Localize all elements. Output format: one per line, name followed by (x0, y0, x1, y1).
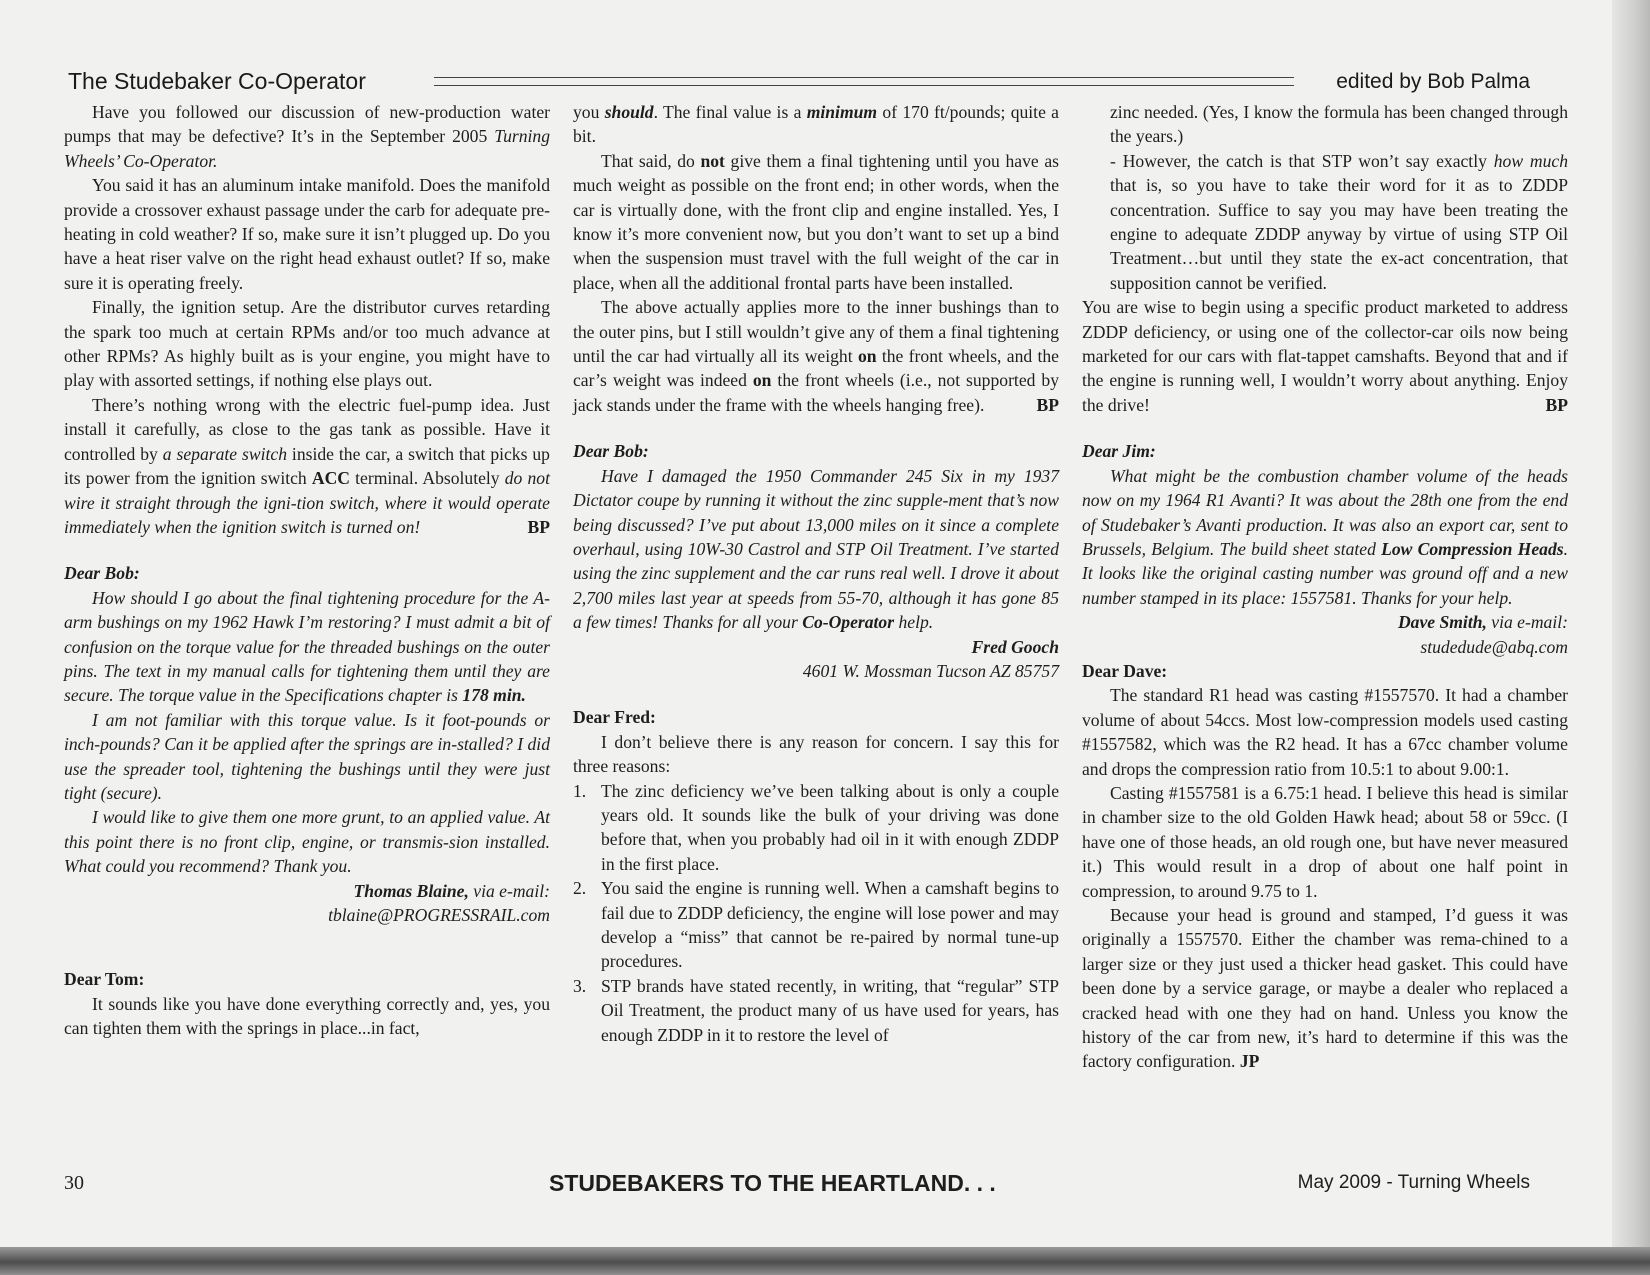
list-item: 2. You said the engine is running well. When a camshaft begins to fail due to ZDDP deficiency, the engine will lose power and may develop a “miss” that cannot be re-paired by normal tune-up procedures. (573, 878, 1059, 972)
column-title: The Studebaker Co-Operator (68, 68, 366, 94)
letter-address: 4601 W. Mossman Tucson AZ 85757 (802, 660, 1059, 681)
letter-signature: Fred Gooch (971, 636, 1059, 657)
column-2 (573, 100, 1059, 1047)
paragraph: That said, do not give them a final tightening until you have as much weight as possible on the front end; in other words, when the car is virtually done, with the front clip and engine installed. Yes, I know it’s more convenient now, but you don’t want to set up a bind when the suspension must travel with the full weight of the car in place, when all the additional frontal parts have been installed. (573, 150, 1059, 293)
salutation: Dear Bob: (64, 563, 140, 584)
paragraph: Have you followed our discussion of new-production water pumps that may be defective? It’s in the September 2005 Turning Wheels’ Co-Operator. (64, 102, 550, 171)
footer-banner: STUDEBAKERS TO THE HEARTLAND. . . (549, 1170, 996, 1196)
letter-paragraph: Have I damaged the 1950 Commander 245 Six in my 1937 Dictator coupe by running it without the zinc supple-ment that’s now being discussed? I’ve put about 13,000 miles on it since a complete overhaul, using 10W-30 Castrol and STP Oil Treatment. I’ve started using the zinc supplement and the car runs real well. I drove it about 2,700 miles last year at speeds from 55-70, although it has gone 85 a few times! Thanks for all your Co-Operator help. (573, 465, 1059, 633)
letter-paragraph: I would like to give them one more grunt, to an applied value. At this point there is no front clip, engine, or transmis-sion installed. What could you recommend? Thank you. (64, 807, 550, 877)
salutation: Dear Bob: (573, 441, 649, 462)
paragraph: I don’t believe there is any reason for concern. I say this for three reasons: (573, 731, 1059, 777)
letter-email: studedude@abq.com (1420, 636, 1568, 657)
list-item: 1. The zinc deficiency we’ve been talking about is only a couple years old. It sounds like the bulk of your driving was done before that, when you probably had oil in it with enough ZDDP in the first place. (573, 780, 1059, 874)
page-number: 30 (64, 1172, 84, 1194)
editor-credit: edited by Bob Palma (1336, 70, 1530, 93)
paragraph: Finally, the ignition setup. Are the distributor curves retarding the spark too much at certain RPMs and/or too much advance at other RPMs? As highly built as is your engine, you might have to play with assorted settings, if nothing else plays out. (64, 297, 550, 391)
paragraph: You said it has an aluminum intake manifold. Does the manifold provide a crossover exhaust passage under the carb for adequate pre-heating in cold weather? If so, make sure it isn’t plugged up. Do you have a heat riser valve on the right head exhaust outlet? If so, make sure it is operating freely. (64, 175, 550, 293)
reasons-list (573, 779, 1059, 1047)
signoff: JP (1239, 1051, 1260, 1072)
letter-paragraph: I am not familiar with this torque value. Is it foot-pounds or inch-pounds? Can it be applied after the springs are in-stalled? I did use the spreader tool, tightening the bushings until they were just tight (secure). (64, 709, 550, 803)
page-header (68, 64, 1530, 98)
signoff: BP (1545, 394, 1568, 415)
salutation: Dear Jim: (1082, 441, 1156, 462)
signoff: BP (1036, 394, 1059, 415)
paragraph: Because your head is ground and stamped, I’d guess it was originally a 1557570. Either the chamber was rema-chined to a larger size or they just used a thicker head gasket. This could have been done by a service garage, or maybe a dealer who replaced a cracked head with one they had on hand. Unless you know the history of the car from new, it’s hard to determine if this was the factory configuration. JP (1082, 905, 1568, 1072)
paragraph: There’s nothing wrong with the electric fuel-pump idea. Just install it carefully, as close to the gas tank as possible. Have it controlled by a separate switch inside the car, a switch that picks up its power from the ignition switch ACC terminal. Absolutely do not wire it straight through the igni-tion switch, where it would operate immediately when the ignition switch is turned on! BP (64, 393, 550, 539)
binding-edge (1612, 0, 1650, 1275)
list-item: 3. STP brands have stated recently, in writing, that “regular” STP Oil Treatment, the product many of us have used for years, has enough ZDDP in it to restore the level of (573, 975, 1059, 1045)
salutation: Dear Fred: (573, 707, 656, 728)
salutation: Dear Tom: (64, 969, 145, 990)
letter-paragraph: How should I go about the final tightening procedure for the A-arm bushings on my 1962 Hawk I’m restoring? I must admit a bit of confusion on the torque value for the threaded bushings on the outer pins. The text in my manual calls for tightening them until they are secure. The torque value in the Specifications chapter is 178 min. (64, 587, 550, 706)
paragraph: The above actually applies more to the inner bushings than to the outer pins, but I still wouldn’t give any of them a final tightening until the car had virtually all its weight on the front wheels, and the car’s weight was indeed on the front wheels (i.e., not supported by jack stands under the frame with the wheels hanging free). BP (573, 295, 1059, 417)
letter-signature: Dave Smith, via e-mail: (1397, 612, 1568, 633)
scanner-edge (0, 1247, 1650, 1275)
paragraph: Casting #1557581 is a 6.75:1 head. I believe this head is similar in chamber size to the old Golden Hawk head; about 58 or 59cc. (I have one of those heads, an old rough one, but have never measured it.) This would result in a drop of about one half point in compression, to around 9.75 to 1. (1082, 782, 1568, 901)
letter-signature: Thomas Blaine, via e-mail: (353, 880, 550, 901)
salutation: Dear Dave: (1082, 660, 1168, 681)
signoff: BP (527, 516, 550, 537)
paragraph: You are wise to begin using a specific product marketed to address ZDDP deficiency, or using one of the collector-car oils now being marketed for our cars with flat-tappet camshafts. Beyond that and if the engine is running well, I wouldn’t worry about anything. Enjoy the drive! BP (1082, 295, 1568, 417)
header-rule (434, 77, 1294, 86)
footer-issue: May 2009 - Turning Wheels (1297, 1172, 1530, 1193)
paragraph: zinc needed. (Yes, I know the formula has been changed through the years.) (1110, 102, 1568, 147)
column-1 (64, 100, 550, 1041)
column-3 (1082, 100, 1568, 1074)
paragraph: The standard R1 head was casting #1557570. It had a chamber volume of about 54ccs. Most low-compression models used casting #1557582, which was the R2 head. It has a 67cc chamber volume and drops the compression ratio from 10.5:1 to about 9.00:1. (1082, 685, 1568, 779)
letter-paragraph: What might be the combustion chamber volume of the heads now on my 1964 R1 Avanti? It was about the 28th one from the end of Studebaker’s Avanti production. It was also an export car, sent to Brussels, Belgium. The build sheet stated Low Compression Heads. It looks like the original casting number was ground off and a new number stamped in its place: 1557581. Thanks for your help. (1082, 465, 1568, 608)
letter-email: tblaine@PROGRESSRAIL.com (328, 905, 550, 925)
paragraph: - However, the catch is that STP won’t say exactly how much that is, so you have to take their word for it as to ZDDP concentration. Suffice to say you may have been treating the engine to adequate ZDDP anyway by virtue of using STP Oil Treatment…but until they state the ex-act concentration, that supposition cannot be verified. (1110, 150, 1568, 293)
paragraph: you should. The final value is a minimum of 170 ft/pounds; quite a bit. (573, 102, 1059, 147)
paragraph: It sounds like you have done everything correctly and, yes, you can tighten them with the springs in place...in fact, (64, 993, 550, 1039)
